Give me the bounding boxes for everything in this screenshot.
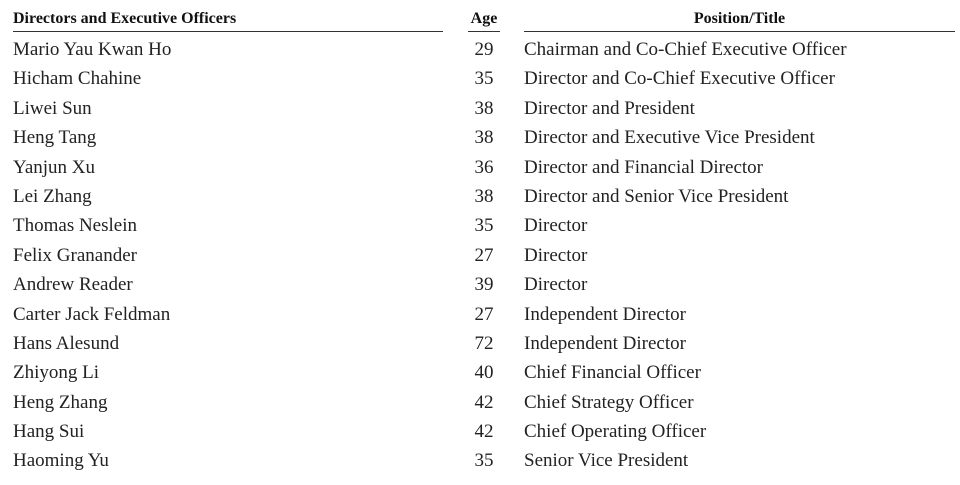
officer-position: Director and Executive Vice President — [524, 127, 815, 149]
table-header — [13, 6, 955, 32]
officer-name: Mario Yau Kwan Ho — [13, 39, 172, 60]
officer-name: Thomas Neslein — [13, 215, 138, 237]
officer-age: 40 — [474, 362, 494, 384]
table-row — [13, 94, 955, 123]
officer-age: 72 — [474, 332, 494, 354]
officer-position: Chief Operating Officer — [524, 421, 707, 443]
table-row — [13, 300, 955, 329]
table-row — [13, 417, 955, 446]
table-row — [13, 182, 955, 211]
officer-name: Carter Jack Feldman — [13, 303, 171, 325]
officer-age: 42 — [474, 421, 494, 443]
officer-age: 27 — [474, 303, 494, 325]
table-row — [13, 446, 955, 475]
table-row — [13, 35, 955, 64]
officer-age: 42 — [474, 391, 494, 413]
officer-age: 35 — [474, 215, 494, 237]
table-row — [13, 153, 955, 182]
table-row — [13, 64, 955, 93]
officer-name: Heng Zhang — [13, 391, 108, 413]
officer-name: Hans Alesund — [13, 332, 120, 354]
officer-position: Director and Co-Chief Executive Officer — [524, 68, 835, 90]
officer-age: 38 — [474, 97, 494, 119]
table-row — [13, 388, 955, 417]
header-position-title: Position/Title — [524, 10, 955, 32]
table-body — [13, 35, 955, 476]
officer-position: Director and Senior Vice President — [524, 185, 789, 207]
officer-name: Hicham Chahine — [13, 68, 142, 90]
officer-age: 36 — [474, 156, 494, 178]
officer-age: 27 — [474, 244, 494, 266]
officer-position: Independent Director — [524, 303, 686, 325]
table-row — [13, 123, 955, 152]
officer-position: Senior Vice President — [524, 450, 689, 472]
officer-name: Lei Zhang — [13, 185, 92, 207]
table-row — [13, 358, 955, 387]
officers-table — [13, 6, 955, 476]
officer-name: Yanjun Xu — [13, 156, 96, 178]
officer-name: Haoming Yu — [13, 450, 109, 472]
officer-age: 35 — [474, 450, 494, 472]
officer-age: 38 — [474, 127, 494, 149]
officer-position: Chief Financial Officer — [524, 362, 701, 384]
officer-name: Hang Sui — [13, 421, 85, 443]
officer-position: Director and President — [524, 97, 695, 119]
officer-position: Director and Financial Director — [524, 156, 763, 178]
officer-age: 39 — [474, 274, 494, 296]
officer-position: Chairman and Co-Chief Executive Officer — [524, 39, 847, 60]
officer-age: 35 — [474, 68, 494, 90]
table-row — [13, 270, 955, 299]
officer-name: Zhiyong Li — [13, 362, 100, 384]
header-age: Age — [468, 10, 500, 32]
officer-position: Director — [524, 215, 588, 237]
officer-name: Liwei Sun — [13, 97, 92, 119]
officer-position: Chief Strategy Officer — [524, 391, 694, 413]
table-row — [13, 241, 955, 270]
officer-name: Andrew Reader — [13, 274, 133, 296]
header-directors-officers: Directors and Executive Officers — [13, 10, 443, 32]
officer-position: Director — [524, 274, 588, 296]
table-row — [13, 329, 955, 358]
officer-name: Felix Granander — [13, 244, 137, 266]
officer-name: Heng Tang — [13, 127, 97, 149]
table-row — [13, 211, 955, 240]
officer-age: 29 — [474, 39, 494, 60]
officer-position: Director — [524, 244, 588, 266]
officer-age: 38 — [474, 185, 494, 207]
officer-position: Independent Director — [524, 332, 686, 354]
